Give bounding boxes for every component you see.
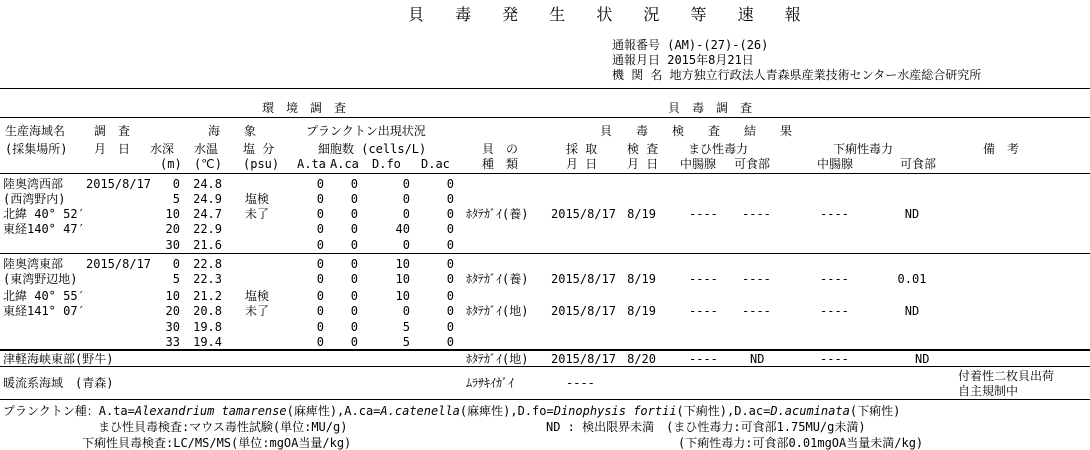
col-temp-unit: (℃) (194, 157, 222, 171)
station3-psp-edible: ND (750, 352, 765, 366)
dac-value: 0 (446, 257, 454, 271)
station1-area: 陸奥湾西部 (3, 177, 64, 191)
dfo-value: 0 (402, 207, 410, 221)
dfo-value: 10 (395, 257, 410, 271)
col-ata: A.ta (297, 157, 326, 171)
dac-value: 0 (446, 320, 454, 334)
dsp-edible: ND (904, 207, 920, 221)
depth-value: 10 (165, 289, 180, 303)
dac-scientific-name: D.acuminata (770, 404, 850, 418)
dac-value: 0 (446, 335, 454, 349)
footnote-nd: ND : 検出限界未満 (まひ性毒力:可食部1.75MU/g未満) (546, 420, 866, 434)
col-dsp-midgut: 中腸腺 (817, 157, 854, 171)
col-remarks: 備 考 (983, 142, 1020, 156)
temp-value: 24.7 (193, 207, 222, 221)
temp-value: 24.8 (193, 177, 222, 191)
dsp-midgut: ---- (820, 304, 849, 318)
station3-dsp-edible: ND (915, 352, 930, 366)
ata-value: 0 (316, 320, 324, 334)
station1-lat: 北緯 40° 52′ (3, 207, 85, 221)
station4-collect: ---- (566, 376, 595, 390)
psp-edible: ---- (742, 304, 771, 318)
dac-value: 0 (446, 192, 454, 206)
station3-area: 津軽海峡東部(野牛) (3, 352, 114, 366)
inspect-date: 8/19 (627, 207, 656, 221)
rule-bottom (0, 399, 1090, 400)
station3-dsp-midgut: ---- (820, 352, 849, 366)
depth-value: 30 (165, 238, 180, 252)
station2-date: 2015/8/17 (86, 257, 152, 271)
depth-value: 20 (165, 222, 180, 236)
environment-section-header: 環 境 調 査 (262, 101, 347, 115)
col-plankton: プランクトン出現状況 (306, 124, 426, 138)
col-psp: まひ性毒力 (688, 142, 749, 156)
col-aca: A.ca (330, 157, 359, 171)
col-survey-date: 月 日 (94, 142, 131, 156)
dfo-value: 5 (402, 335, 410, 349)
psp-edible: ---- (742, 272, 771, 286)
collect-date: 2015/8/17 (551, 304, 617, 318)
depth-value: 0 (172, 257, 180, 271)
psp-edible: ---- (742, 207, 771, 221)
ata-value: 0 (316, 289, 324, 303)
station1-date: 2015/8/17 (86, 177, 152, 191)
rule-section (0, 117, 1090, 118)
station3-inspect: 8/20 (627, 352, 656, 366)
temp-value: 24.9 (193, 192, 222, 206)
col-depth-unit: (m) (160, 157, 182, 171)
station4-area: 暖流系海域 (青森) (3, 376, 114, 390)
col-results: 貝 毒 検 査 結 果 (600, 124, 793, 138)
psp-midgut: ---- (689, 272, 718, 286)
aca-value: 0 (350, 257, 358, 271)
aca-scientific-name: A.catenella (380, 404, 460, 418)
temp-value: 19.8 (193, 320, 222, 334)
station2-lon: 東経141° 07′ (3, 304, 85, 318)
col-cell-count: 細胞数 (cells/L) (318, 142, 427, 156)
ata-type: (麻痺性),A.ca= (286, 404, 381, 418)
inspect-date: 8/19 (627, 304, 656, 318)
aca-value: 0 (350, 222, 358, 236)
rule-header-bottom (0, 173, 1090, 174)
dfo-value: 5 (402, 320, 410, 334)
station1-salinity-note: 塩検 (245, 192, 270, 206)
ata-value: 0 (316, 192, 324, 206)
dsp-edible: ND (904, 304, 920, 318)
dfo-value: 40 (395, 222, 410, 236)
report-date: 通報月日 2015年8月21日 (612, 53, 754, 67)
collect-date: 2015/8/17 (551, 207, 617, 221)
station1-salinity-note: 未了 (245, 207, 270, 221)
col-survey: 調 査 (94, 124, 131, 138)
depth-value: 0 (172, 177, 180, 191)
aca-value: 0 (350, 289, 358, 303)
ata-value: 0 (316, 335, 324, 349)
aca-value: 0 (350, 304, 358, 318)
dfo-value: 0 (402, 177, 410, 191)
dsp-midgut: ---- (820, 207, 849, 221)
col-temp: 水温 (194, 142, 219, 156)
toxin-section-header: 貝 毒 調 査 (668, 101, 753, 115)
shellfish-species: ﾎﾀﾃｶﾞｲ(養) (466, 272, 529, 286)
temp-value: 20.8 (193, 304, 222, 318)
ata-value: 0 (316, 272, 324, 286)
temp-value: 22.3 (193, 272, 222, 286)
depth-value: 5 (172, 192, 180, 206)
station2-salinity-note: 塩検 (245, 289, 270, 303)
ata-value: 0 (316, 238, 324, 252)
aca-type: (麻痺性),D.fo= (459, 404, 554, 418)
dac-value: 0 (446, 222, 454, 236)
dfo-scientific-name: Dinophysis fortii (553, 404, 677, 418)
col-shell: 貝 の (482, 142, 519, 156)
station4-remark: 付着性二枚貝出荷 (958, 369, 1055, 383)
dac-value: 0 (446, 177, 454, 191)
station1-area-sub: (西湾野内) (3, 192, 66, 206)
aca-value: 0 (350, 320, 358, 334)
collect-date: 2015/8/17 (551, 272, 617, 286)
station3-collect: 2015/8/17 (551, 352, 617, 366)
col-depth: 水深 (150, 142, 175, 156)
station1-lon: 東経140° 47′ (3, 222, 85, 236)
page-title: 貝 毒 発 生 状 況 等 速 報 (408, 5, 814, 24)
dfo-value: 10 (395, 272, 410, 286)
col-dac: D.ac (421, 157, 450, 171)
col-salinity: 塩 分 (243, 142, 275, 156)
dac-type: (下痢性) (849, 404, 901, 418)
col-dsp-edible: 可食部 (900, 157, 937, 171)
dsp-edible: 0.01 (897, 272, 927, 286)
temp-value: 22.8 (193, 257, 222, 271)
temp-value: 19.4 (193, 335, 222, 349)
col-psp-edible: 可食部 (734, 157, 771, 171)
dac-value: 0 (446, 238, 454, 252)
footnote-dsp-method: 下痢性貝毒検査:LC/MS/MS(単位:mgOA当量/kg) (82, 436, 352, 450)
station3-psp-midgut: ---- (689, 352, 718, 366)
aca-value: 0 (350, 238, 358, 252)
footnote-plankton-prefix: プランクトン種：A.ta= (3, 404, 135, 418)
temp-value: 21.6 (193, 238, 222, 252)
inspect-date: 8/19 (627, 272, 656, 286)
dfo-value: 0 (402, 192, 410, 206)
aca-value: 0 (350, 177, 358, 191)
rule-top (0, 88, 1090, 89)
aca-value: 0 (350, 207, 358, 221)
station2-lat: 北緯 40° 55′ (3, 289, 85, 303)
station4-remark: 自主規制中 (958, 384, 1019, 398)
station2-area: 陸奥湾東部 (3, 257, 64, 271)
shellfish-species: ﾎﾀﾃｶﾞｲ(養) (466, 207, 529, 221)
rule-station1 (0, 253, 1090, 254)
dfo-type: (下痢性),D.ac= (676, 404, 771, 418)
col-salinity-unit: (psu) (243, 157, 280, 171)
depth-value: 30 (165, 320, 180, 334)
depth-value: 5 (172, 272, 180, 286)
dac-value: 0 (446, 289, 454, 303)
depth-value: 20 (165, 304, 180, 318)
col-inspect-date: 月 日 (627, 157, 659, 171)
ata-value: 0 (316, 207, 324, 221)
footnote-plankton (3, 404, 900, 418)
aca-value: 0 (350, 335, 358, 349)
rule-station2 (0, 349, 1090, 351)
col-sea: 海 象 (208, 124, 257, 138)
station2-area-sub: (東湾野辺地) (3, 272, 78, 286)
col-area: 生産海域名 (5, 124, 66, 138)
dac-value: 0 (446, 272, 454, 286)
aca-value: 0 (350, 272, 358, 286)
col-dsp: 下痢性毒力 (833, 142, 894, 156)
col-collect-date: 月 日 (566, 157, 598, 171)
station4-species: ﾑﾗｻｷｲｶﾞｲ (466, 376, 515, 390)
temp-value: 21.2 (193, 289, 222, 303)
dfo-value: 0 (402, 238, 410, 252)
depth-value: 33 (165, 335, 180, 349)
agency-name: 機 関 名 地方独立行政法人青森県産業技術センター水産総合研究所 (612, 68, 982, 82)
temp-value: 22.9 (193, 222, 222, 236)
depth-value: 10 (165, 207, 180, 221)
ata-value: 0 (316, 257, 324, 271)
station3-species: ﾎﾀﾃｶﾞｲ(地) (466, 352, 529, 366)
rule-station3 (0, 366, 1090, 367)
aca-value: 0 (350, 192, 358, 206)
col-dfo: D.fo (372, 157, 401, 171)
dac-value: 0 (446, 304, 454, 318)
ata-value: 0 (316, 177, 324, 191)
col-shell-type: 種 類 (482, 157, 519, 171)
ata-scientific-name: Alexandrium tamarense (134, 404, 287, 418)
dac-value: 0 (446, 207, 454, 221)
ata-value: 0 (316, 304, 324, 318)
shellfish-species: ﾎﾀﾃｶﾞｲ(地) (466, 304, 529, 318)
report-number: 通報番号 (AM)-(27)-(26) (612, 38, 769, 52)
footnote-dsp-limit: (下痢性毒力:可食部0.01mgOA当量未満/kg) (678, 436, 924, 450)
station2-salinity-note: 未了 (245, 304, 270, 318)
dsp-midgut: ---- (820, 272, 849, 286)
col-area-sub: (採集場所) (5, 142, 68, 156)
dfo-value: 0 (402, 304, 410, 318)
dfo-value: 10 (395, 289, 410, 303)
col-inspect: 検 査 (627, 142, 659, 156)
footnote-psp-method: まひ性貝毒検査:マウス毒性試験(単位:MU/g) (98, 420, 348, 434)
col-psp-midgut: 中腸腺 (680, 157, 717, 171)
col-collect: 採 取 (566, 142, 598, 156)
ata-value: 0 (316, 222, 324, 236)
psp-midgut: ---- (689, 304, 718, 318)
psp-midgut: ---- (689, 207, 718, 221)
